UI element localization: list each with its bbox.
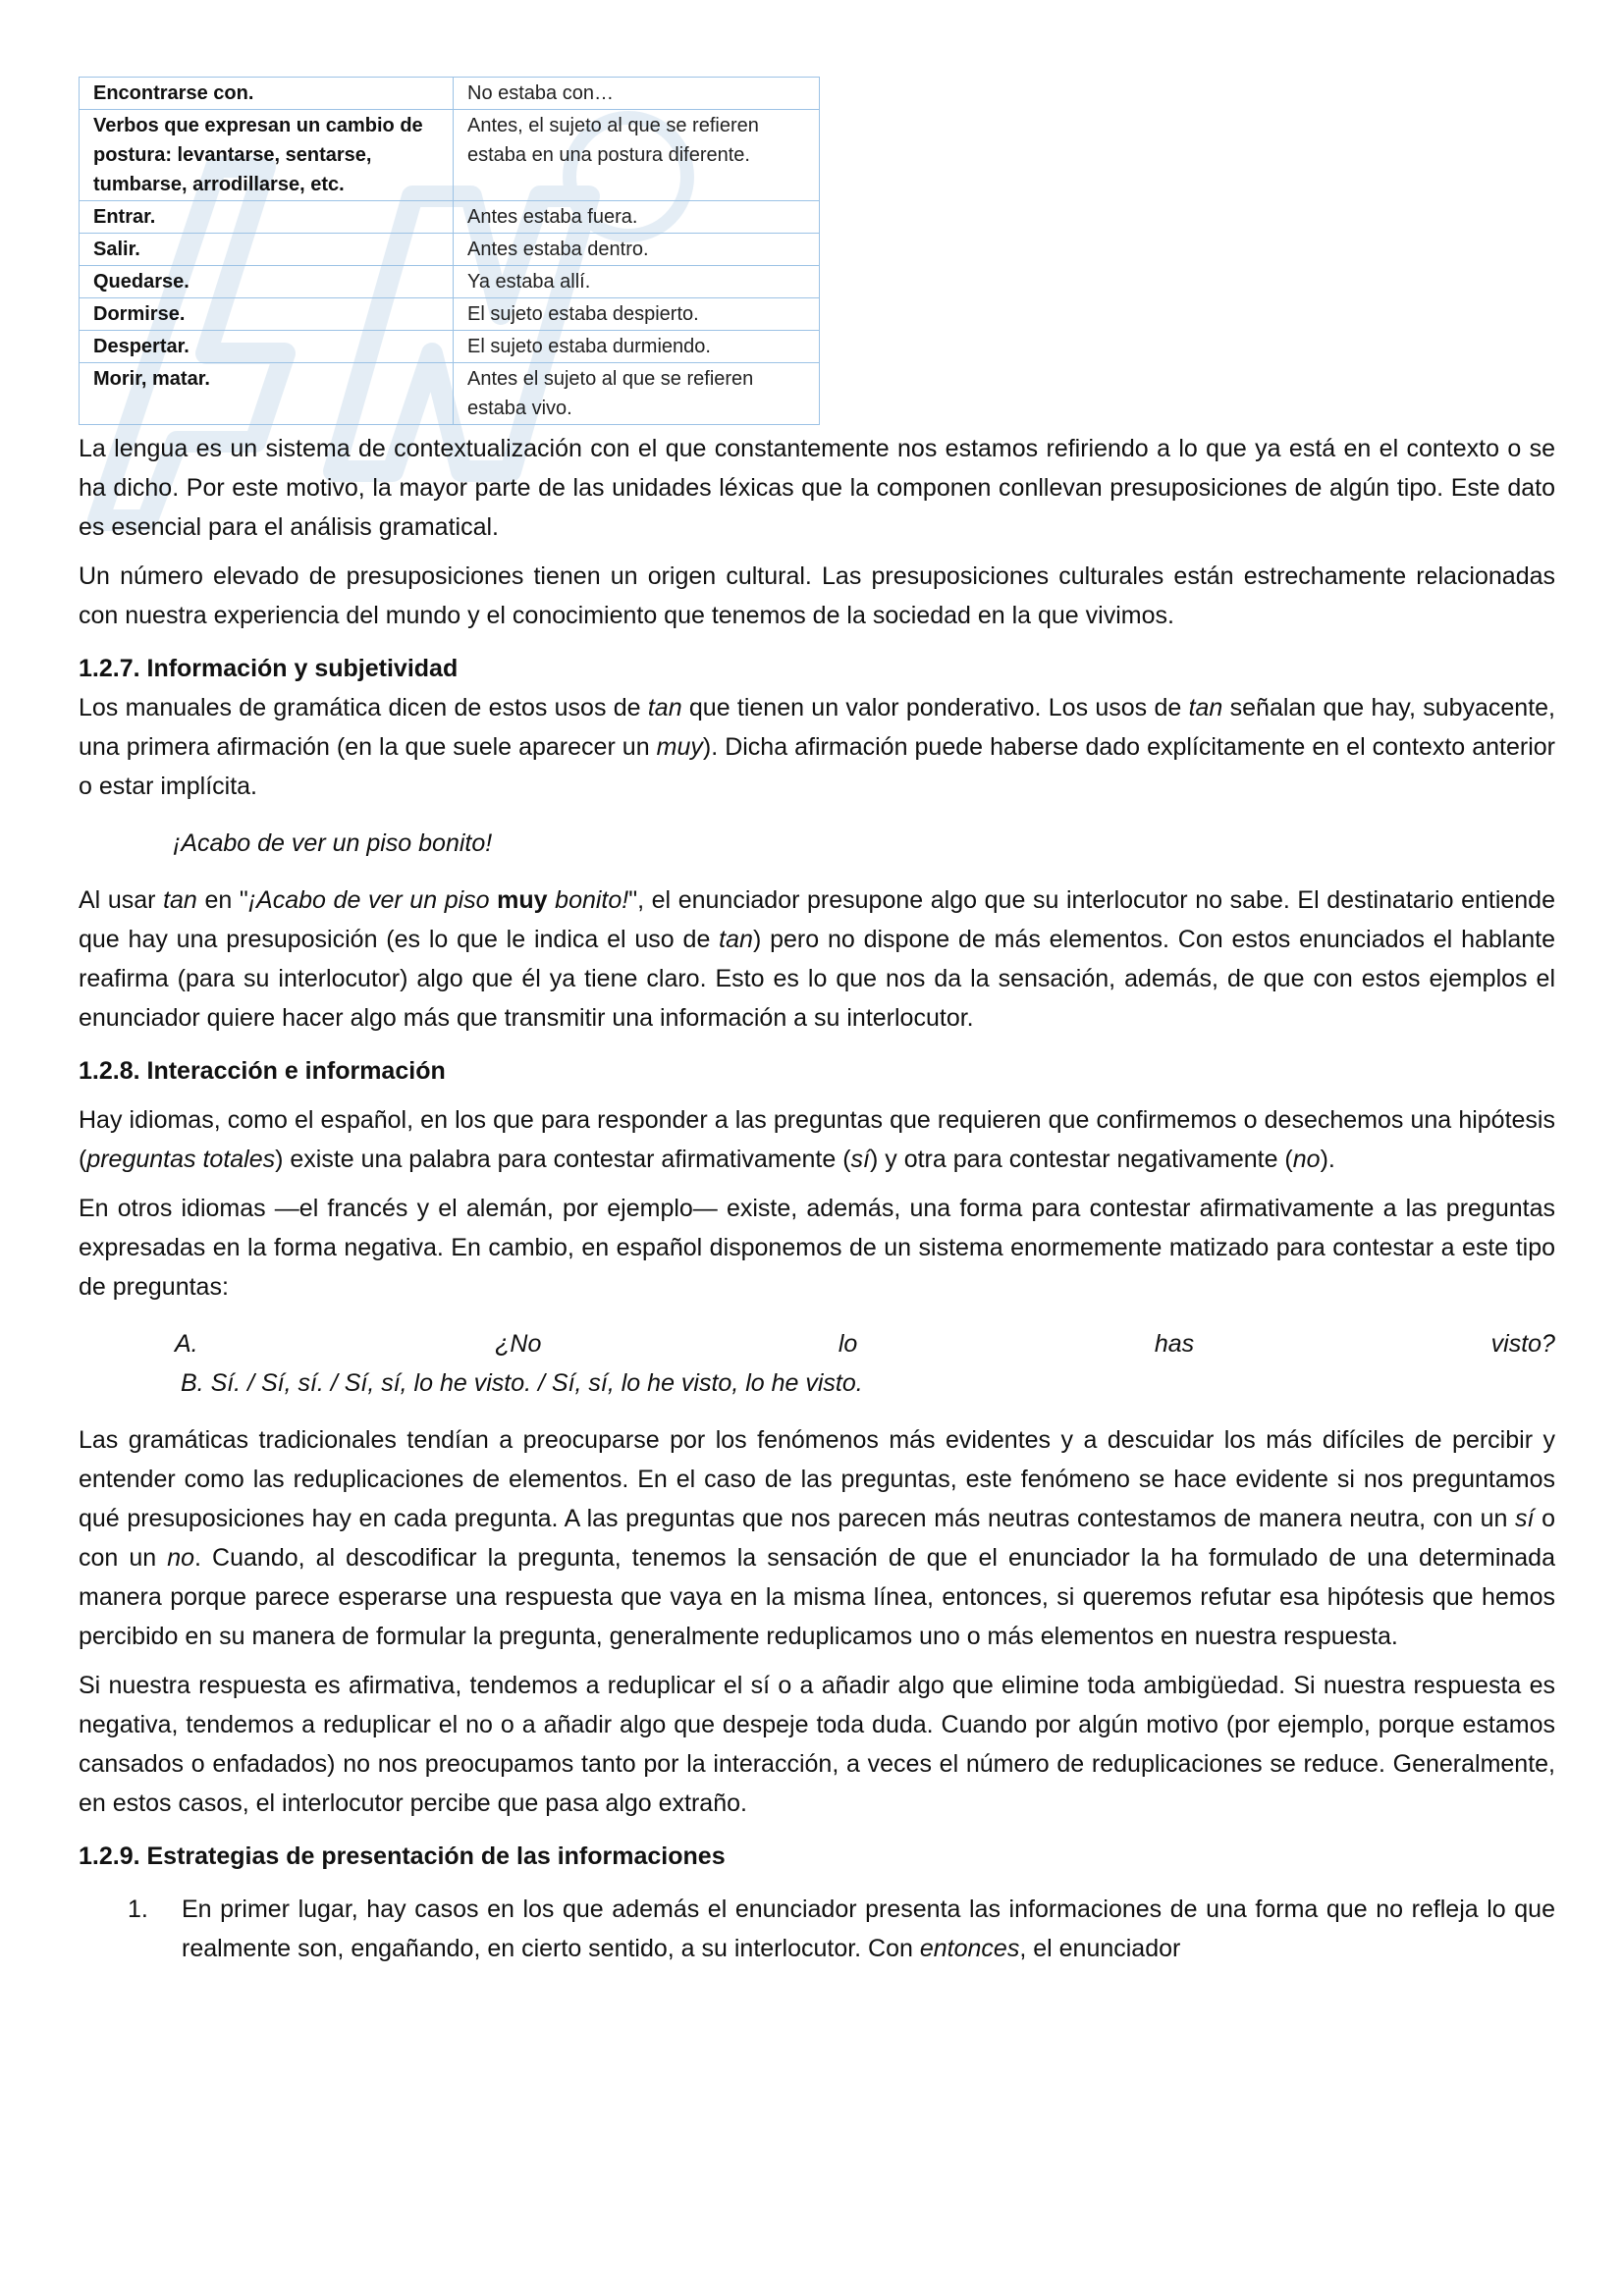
example-dialogue: [79, 1324, 1555, 1403]
text-run: en ": [196, 886, 248, 914]
italic-term: tan: [163, 886, 197, 914]
paragraph: [79, 1420, 1555, 1656]
text-run: o con un: [79, 1505, 1555, 1572]
paragraph: [79, 881, 1555, 1038]
example-word: has: [1154, 1330, 1195, 1358]
section-heading-1-2-9: 1.2.9. Estrategias de presentación de las informaciones: [79, 1842, 726, 1870]
table-row: [80, 234, 820, 266]
italic-term: tan: [647, 694, 682, 721]
table-row: [80, 110, 820, 201]
italic-term: tan: [1188, 694, 1223, 721]
text-run: ) pero no dispone de más elementos. Con estos enunciados el hablante reafirma (para su interlocutor) algo que él ya tiene claro. Esto es lo que nos da la sensación, además, de que con estos ejemplos el enunciador quiere hacer algo más que transmitir una información a su interlocutor.: [79, 926, 1555, 1032]
table-cell-verb: Encontrarse con.: [80, 78, 454, 110]
text-run: En primer lugar, hay casos en los que además el enunciador presenta las informaciones de una forma que no refleja lo que realmente son, engañando, en cierto sentido, a su interlocutor. Con: [182, 1896, 1555, 1962]
table-row: [80, 201, 820, 234]
list-number: 1.: [128, 1896, 148, 1923]
table-cell-presupposition: Antes estaba dentro.: [454, 234, 820, 266]
list-item: [79, 1890, 1555, 1968]
text-run: Las gramáticas tradicionales tendían a preocuparse por los fenómenos más evidentes y a descuidar los más difíciles de percibir y entender como las reduplicaciones de elementos. En el caso de las preguntas, este fenómeno se hace evidente si nos preguntamos qué presuposiciones hay en cada pregunta. A las preguntas que nos parecen más neutras contestamos de manera neutra, con un: [79, 1426, 1555, 1532]
example-line-b: B. Sí. / Sí, sí. / Sí, sí, lo he visto. / Sí, sí, lo he visto, lo he visto.: [181, 1369, 863, 1397]
table-cell-presupposition: Antes, el sujeto al que se refieren estaba en una postura diferente.: [454, 110, 820, 201]
table-cell-presupposition: No estaba con…: [454, 78, 820, 110]
section-heading-1-2-7: 1.2.7. Información y subjetividad: [79, 655, 459, 682]
table-row: [80, 363, 820, 425]
text-run: señalan que hay, subyacente, una primera afirmación (en la que suele aparecer un: [79, 694, 1556, 761]
text-run: . Cuando, al descodificar la pregunta, tenemos la sensación de que el enunciador la ha formulado de una determinada manera porque parece esperarse una respuesta que vaya en la misma línea, entonces, si queremos refutar esa hipótesis que hemos percibido en su manera de formular la pregunta, generalmente reduplicamos uno o más elementos en nuestra respuesta.: [79, 1544, 1555, 1650]
italic-term: entonces: [919, 1935, 1020, 1962]
table-cell-verb: Morir, matar.: [80, 363, 454, 425]
italic-term: muy: [656, 733, 703, 761]
italic-term: sí: [850, 1146, 870, 1173]
table-row: [80, 266, 820, 298]
text-run: Los manuales de gramática dicen de estos usos de: [79, 694, 648, 721]
table-cell-verb: Dormirse.: [80, 298, 454, 331]
example-sentence: ¡Acabo de ver un piso bonito!: [173, 829, 493, 857]
text-run: ", el enunciador presupone algo que su interlocutor no sabe. El destinatario entiende que hay una presuposición (es lo que le indica el uso de: [79, 886, 1555, 953]
italic-term: no: [1292, 1146, 1321, 1173]
table-cell-presupposition: Ya estaba allí.: [454, 266, 820, 298]
table-cell-presupposition: El sujeto estaba durmiendo.: [454, 331, 820, 363]
paragraph: Si nuestra respuesta es afirmativa, tendemos a reduplicar el sí o a añadir algo que elimine toda ambigüedad. Si nuestra respuesta es negativa, tendemos a reduplicar el no o a añadir algo que despeje toda duda. Cuando por algún motivo (por ejemplo, porque estamos cansados o enfadados) no nos preocupamos tanto por la interacción, a veces el número de reduplicaciones se reduce. Generalmente, en estos casos, el interlocutor percibe que pasa algo extraño.: [79, 1672, 1555, 1817]
table-cell-verb: Entrar.: [80, 201, 454, 234]
italic-example: ¡Acabo de ver un piso: [247, 886, 498, 914]
table-cell-verb: Verbos que expresan un cambio de postura: levantarse, sentarse, tumbarse, arrodillarse, etc.: [80, 110, 454, 201]
text-run: , el enunciador: [1019, 1935, 1181, 1962]
italic-example: bonito!: [547, 886, 629, 914]
numbered-list: [79, 1890, 1555, 1968]
paragraph: Un número elevado de presuposiciones tienen un origen cultural. Las presuposiciones culturales están estrechamente relacionadas con nuestra experiencia del mundo y el conocimiento que tenemos de la sociedad en la que vivimos.: [79, 562, 1555, 629]
example-word: A.: [175, 1330, 198, 1358]
example-word: visto?: [1490, 1330, 1555, 1358]
paragraph: [79, 688, 1555, 806]
example-line-a: [175, 1324, 1555, 1363]
table-cell-verb: Salir.: [80, 234, 454, 266]
bold-term: muy: [497, 886, 548, 914]
paragraph: En otros idiomas —el francés y el alemán, por ejemplo— existe, además, una forma para contestar afirmativamente a las preguntas expresadas en la forma negativa. En cambio, en español disponemos de un sistema enormemente matizado para contestar a este tipo de preguntas:: [79, 1195, 1555, 1301]
italic-term: tan: [719, 926, 753, 953]
text-run: ). Dicha afirmación puede haberse dado explícitamente en el contexto anterior o estar implícita.: [79, 733, 1555, 800]
list-item-text: [182, 1890, 1555, 1968]
example-word: ¿No: [495, 1330, 542, 1358]
document-page: [79, 77, 1555, 1968]
table-row: [80, 298, 820, 331]
table-cell-presupposition: Antes el sujeto al que se refieren estaba vivo.: [454, 363, 820, 425]
paragraph: La lengua es un sistema de contextualización con el que constantemente nos estamos refiriendo a lo que ya está en el contexto o se ha dicho. Por este motivo, la mayor parte de las unidades léxicas que la componen conllevan presuposiciones de algún tipo. Este dato es esencial para el análisis gramatical.: [79, 435, 1555, 541]
presuppositions-table: [79, 77, 820, 425]
section-heading-1-2-8: 1.2.8. Interacción e información: [79, 1057, 446, 1085]
table-cell-verb: Quedarse.: [80, 266, 454, 298]
table-row: [80, 331, 820, 363]
example-word: lo: [838, 1330, 858, 1358]
italic-term: preguntas totales: [86, 1146, 276, 1173]
text-run: que tienen un valor ponderativo. Los usos de: [681, 694, 1189, 721]
text-run: ).: [1320, 1146, 1335, 1173]
text-run: ) existe una palabra para contestar afirmativamente (: [275, 1146, 851, 1173]
table-cell-presupposition: El sujeto estaba despierto.: [454, 298, 820, 331]
text-run: ) y otra para contestar negativamente (: [869, 1146, 1293, 1173]
italic-term: sí: [1515, 1505, 1535, 1532]
italic-term: no: [167, 1544, 195, 1572]
text-run: Al usar: [79, 886, 164, 914]
table-cell-verb: Despertar.: [80, 331, 454, 363]
table-row: [80, 78, 820, 110]
text-run: Hay idiomas, como el español, en los que para responder a las preguntas que requieren que confirmemos o desechemos una hipótesis (: [79, 1106, 1555, 1173]
table-cell-presupposition: Antes estaba fuera.: [454, 201, 820, 234]
paragraph: [79, 1100, 1555, 1179]
